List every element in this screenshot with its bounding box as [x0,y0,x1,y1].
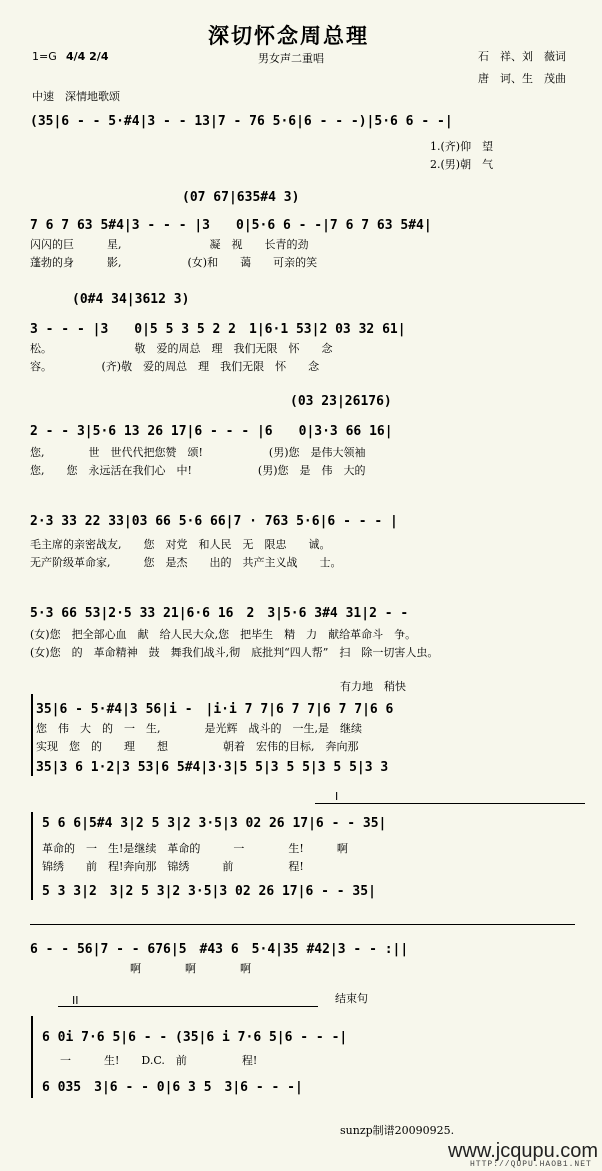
lyric-line-9: 啊 啊 啊 [130,962,251,975]
volta-label-1: I [335,790,339,803]
volta-bracket-2 [58,1006,318,1007]
lyric-line-7a: 您 伟 大 的 一 生, 是光辉 战斗的 一生,是 继续 [36,722,362,735]
notation-line-9: 6 - - 56|7 - - 676|5 #43 6 5·4|35 #42|3 - - :|| [30,942,409,957]
notation-line-10-lower: 6 035 3|6 - - 0|6 3 5 3|6 - - -| [42,1080,303,1095]
composer-credit: 唐 诃、生 茂曲 [478,72,566,85]
system-divider [30,924,575,925]
lyric-line-5b: 无产阶级革命家, 您 是杰 出的 共产主义战 士。 [30,556,342,569]
intro-line-4: (03 23|26176) [290,394,392,409]
lyric-line-10: 一 生! D.C. 前 程! [60,1054,258,1067]
brace-line-7 [31,694,33,776]
notation-line-8-lower: 5 3 3|2 3|2 5 3|2 3·5|3 02 26 17|6 - - 35| [42,884,376,899]
tempo-marking: 中速 深情地歌颂 [32,90,120,103]
notation-line-6: 5·3 66 53|2·5 33 21|6·6 16 2 3|5·6 3#4 31|2 - - [30,606,409,621]
lyric-line-8a: 革命的 一 生!是继续 革命的 一 生! 啊 [42,842,348,855]
site-watermark-url: HTTP://QUPU.HAOB1.NET [470,1160,592,1169]
lyricist-credit: 石 祥、刘 薇词 [478,50,566,63]
notation-line-8-upper: 5 6 6|5#4 3|2 5 3|2 3·5|3 02 26 17|6 - - 35| [42,816,387,831]
notation-line-2: 7 6 7 63 5#4|3 - - - |3 0|5·6 6 - -|7 6 7 63 5#4| [30,218,432,233]
lyric-line-6a: (女)您 把全部心血 献 给人民大众,您 把毕生 精 力 献给革命斗 争。 [30,628,417,641]
notation-line-1: (35|6 - - 5·#4|3 - - 13|7 - 76 5·6|6 - - -)|5·6 6 - -| [30,114,453,129]
lyric-line-3a: 松。 敬 爱的周总 理 我们无限 怀 念 [30,342,333,355]
coda-label: 结束句 [335,992,368,1005]
intro-line-3: (0#4 34|3612 3) [72,292,190,307]
time-signature: 4/4 2/4 [66,50,109,63]
site-watermark: www.jcqupu.com [448,1140,599,1162]
lyric-line-4a: 您, 世 世代代把您赞 颂! (男)您 是伟大领袖 [30,446,366,459]
notation-line-7-lower: 35|3 6 1·2|3 53|6 5#4|3·3|5 5|3 5 5|3 5 5|3 3 [36,760,389,775]
lyric-line-2b: 蓬勃的身 影, (女)和 蔼 可亲的笑 [30,256,318,269]
notation-line-10-upper: 6 0i 7·6 5|6 - - (35|6 i 7·6 5|6 - - -| [42,1030,348,1045]
lyric-line-1b: 2.(男)朝 气 [430,158,494,171]
lyric-line-5a: 毛主席的亲密战友, 您 对党 和人民 无 限忠 诚。 [30,538,331,551]
brace-line-10 [31,1016,33,1098]
volta-bracket-1 [315,803,585,804]
lyric-line-7b: 实现 您 的 理 想 朝着 宏伟的目标, 奔向那 [36,740,359,753]
volta-label-2: II [72,994,79,1007]
lyric-line-3b: 容。 (齐)敬 爱的周总 理 我们无限 怀 念 [30,360,320,373]
notation-line-4: 2 - - 3|5·6 13 26 17|6 - - - |6 0|3·3 66 16| [30,424,393,439]
notation-line-7-upper: 35|6 - 5·#4|3 56|i - |i·i 7 7|6 7 7|6 7 7|6 6 [36,702,394,717]
lyric-line-1a: 1.(齐)仰 望 [430,140,494,153]
lyric-line-4b: 您, 您 永远活在我们心 中! (男)您 是 伟 大的 [30,464,366,477]
performance-note: 男女声二重唱 [258,52,324,65]
page-title: 深切怀念周总理 [208,23,369,48]
intro-line-2: (07 67|635#4 3) [182,190,300,205]
transcriber-credit: sunzp制谱20090925. [340,1124,455,1137]
lyric-line-2a: 闪闪的巨 星, 凝 视 长青的劲 [30,238,309,251]
tempo-marking-2: 有力地 稍快 [340,680,406,693]
notation-line-5: 2·3 33 22 33|03 66 5·6 66|7 · 763 5·6|6 - - - | [30,514,398,529]
key-signature: 1=G [32,50,57,63]
brace-line-8 [31,812,33,900]
lyric-line-8b: 锦绣 前 程!奔向那 锦绣 前 程! [42,860,304,873]
lyric-line-6b: (女)您 的 革命精神 鼓 舞我们战斗,彻 底批判“四人帮” 扫 除一切害人虫。 [30,646,439,659]
notation-line-3: 3 - - - |3 0|5 5 3 5 2 2 1|6·1 53|2 03 32 61| [30,322,406,337]
